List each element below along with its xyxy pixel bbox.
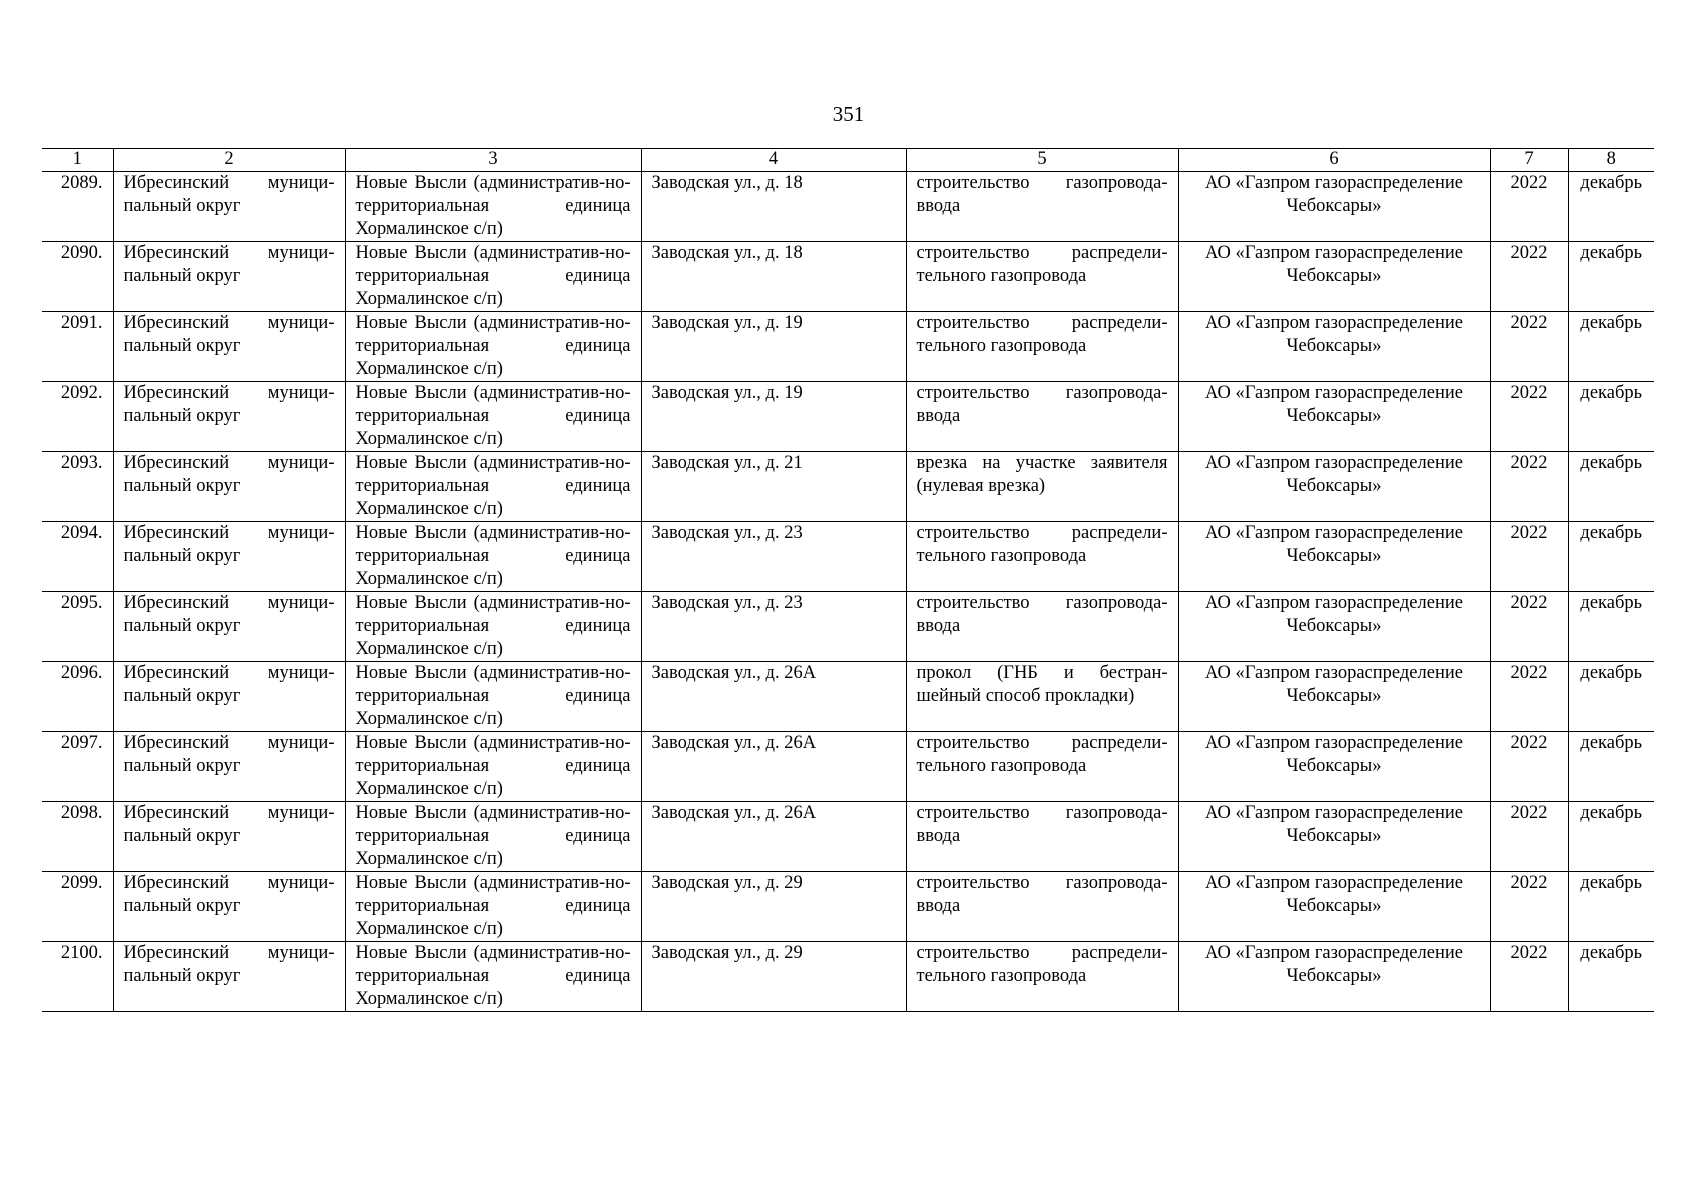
cell-number: 2099. xyxy=(42,872,113,942)
cell-district: Ибресинский муници-пальный округ xyxy=(113,592,345,662)
cell-work-type: прокол (ГНБ и бестран-шейный способ прокладки) xyxy=(906,662,1178,732)
cell-district: Ибресинский муници-пальный округ xyxy=(113,802,345,872)
cell-work-type: строительство газопровода-ввода xyxy=(906,802,1178,872)
cell-month: декабрь xyxy=(1568,732,1654,802)
cell-number: 2091. xyxy=(42,312,113,382)
cell-year: 2022 xyxy=(1490,172,1568,242)
cell-organization: АО «Газпром газораспределение Чебоксары» xyxy=(1178,802,1490,872)
cell-month: декабрь xyxy=(1568,942,1654,1012)
cell-address: Заводская ул., д. 21 xyxy=(641,452,906,522)
cell-number: 2089. xyxy=(42,172,113,242)
cell-address: Заводская ул., д. 18 xyxy=(641,172,906,242)
cell-number: 2092. xyxy=(42,382,113,452)
cell-district: Ибресинский муници-пальный округ xyxy=(113,242,345,312)
cell-work-type: строительство газопровода-ввода xyxy=(906,382,1178,452)
column-header: 7 xyxy=(1490,149,1568,172)
cell-district: Ибресинский муници-пальный округ xyxy=(113,872,345,942)
cell-settlement: Новые Высли (административ-но-территориальная единица Хормалинское с/п) xyxy=(345,942,641,1012)
cell-month: декабрь xyxy=(1568,872,1654,942)
cell-work-type: врезка на участке заявителя (нулевая врезка) xyxy=(906,452,1178,522)
cell-organization: АО «Газпром газораспределение Чебоксары» xyxy=(1178,242,1490,312)
cell-month: декабрь xyxy=(1568,172,1654,242)
cell-address: Заводская ул., д. 26А xyxy=(641,732,906,802)
cell-settlement: Новые Высли (административ-но-территориальная единица Хормалинское с/п) xyxy=(345,382,641,452)
table-row xyxy=(42,452,1654,522)
cell-address: Заводская ул., д. 23 xyxy=(641,522,906,592)
cell-district: Ибресинский муници-пальный округ xyxy=(113,312,345,382)
cell-year: 2022 xyxy=(1490,592,1568,662)
cell-district: Ибресинский муници-пальный округ xyxy=(113,172,345,242)
cell-year: 2022 xyxy=(1490,942,1568,1012)
cell-settlement: Новые Высли (административ-но-территориальная единица Хормалинское с/п) xyxy=(345,172,641,242)
table-row xyxy=(42,802,1654,872)
cell-settlement: Новые Высли (административ-но-территориальная единица Хормалинское с/п) xyxy=(345,522,641,592)
cell-year: 2022 xyxy=(1490,872,1568,942)
cell-address: Заводская ул., д. 23 xyxy=(641,592,906,662)
cell-organization: АО «Газпром газораспределение Чебоксары» xyxy=(1178,172,1490,242)
table-body xyxy=(42,172,1654,1012)
column-header: 5 xyxy=(906,149,1178,172)
cell-settlement: Новые Высли (административ-но-территориальная единица Хормалинское с/п) xyxy=(345,312,641,382)
column-header: 4 xyxy=(641,149,906,172)
cell-organization: АО «Газпром газораспределение Чебоксары» xyxy=(1178,662,1490,732)
column-header: 1 xyxy=(42,149,113,172)
cell-settlement: Новые Высли (административ-но-территориальная единица Хормалинское с/п) xyxy=(345,662,641,732)
cell-address: Заводская ул., д. 26А xyxy=(641,662,906,732)
table-row xyxy=(42,242,1654,312)
cell-settlement: Новые Высли (административ-но-территориальная единица Хормалинское с/п) xyxy=(345,452,641,522)
cell-organization: АО «Газпром газораспределение Чебоксары» xyxy=(1178,382,1490,452)
cell-settlement: Новые Высли (административ-но-территориальная единица Хормалинское с/п) xyxy=(345,732,641,802)
cell-settlement: Новые Высли (административ-но-территориальная единица Хормалинское с/п) xyxy=(345,242,641,312)
cell-number: 2097. xyxy=(42,732,113,802)
cell-month: декабрь xyxy=(1568,382,1654,452)
cell-organization: АО «Газпром газораспределение Чебоксары» xyxy=(1178,942,1490,1012)
cell-year: 2022 xyxy=(1490,802,1568,872)
cell-number: 2096. xyxy=(42,662,113,732)
cell-organization: АО «Газпром газораспределение Чебоксары» xyxy=(1178,312,1490,382)
cell-work-type: строительство газопровода-ввода xyxy=(906,592,1178,662)
table-row xyxy=(42,942,1654,1012)
cell-month: декабрь xyxy=(1568,312,1654,382)
cell-work-type: строительство распредели-тельного газопровода xyxy=(906,522,1178,592)
cell-work-type: строительство газопровода-ввода xyxy=(906,172,1178,242)
cell-district: Ибресинский муници-пальный округ xyxy=(113,452,345,522)
cell-address: Заводская ул., д. 18 xyxy=(641,242,906,312)
cell-district: Ибресинский муници-пальный округ xyxy=(113,942,345,1012)
cell-organization: АО «Газпром газораспределение Чебоксары» xyxy=(1178,592,1490,662)
cell-number: 2095. xyxy=(42,592,113,662)
cell-address: Заводская ул., д. 29 xyxy=(641,942,906,1012)
cell-address: Заводская ул., д. 19 xyxy=(641,382,906,452)
cell-organization: АО «Газпром газораспределение Чебоксары» xyxy=(1178,522,1490,592)
cell-settlement: Новые Высли (административ-но-территориальная единица Хормалинское с/п) xyxy=(345,802,641,872)
cell-number: 2094. xyxy=(42,522,113,592)
cell-work-type: строительство распредели-тельного газопровода xyxy=(906,942,1178,1012)
column-header: 3 xyxy=(345,149,641,172)
cell-year: 2022 xyxy=(1490,732,1568,802)
column-header: 6 xyxy=(1178,149,1490,172)
table-row xyxy=(42,592,1654,662)
column-header: 2 xyxy=(113,149,345,172)
cell-number: 2098. xyxy=(42,802,113,872)
cell-address: Заводская ул., д. 29 xyxy=(641,872,906,942)
table-row xyxy=(42,872,1654,942)
schedule-table xyxy=(42,148,1654,1012)
cell-month: декабрь xyxy=(1568,662,1654,732)
cell-settlement: Новые Высли (административ-но-территориальная единица Хормалинское с/п) xyxy=(345,592,641,662)
cell-year: 2022 xyxy=(1490,522,1568,592)
cell-organization: АО «Газпром газораспределение Чебоксары» xyxy=(1178,732,1490,802)
cell-district: Ибресинский муници-пальный округ xyxy=(113,382,345,452)
cell-month: декабрь xyxy=(1568,452,1654,522)
table-row xyxy=(42,522,1654,592)
cell-organization: АО «Газпром газораспределение Чебоксары» xyxy=(1178,872,1490,942)
cell-number: 2093. xyxy=(42,452,113,522)
cell-month: декабрь xyxy=(1568,522,1654,592)
page-number: 351 xyxy=(832,102,865,126)
cell-month: декабрь xyxy=(1568,592,1654,662)
cell-year: 2022 xyxy=(1490,662,1568,732)
cell-year: 2022 xyxy=(1490,242,1568,312)
table-row xyxy=(42,312,1654,382)
cell-year: 2022 xyxy=(1490,312,1568,382)
cell-district: Ибресинский муници-пальный округ xyxy=(113,732,345,802)
cell-district: Ибресинский муници-пальный округ xyxy=(113,662,345,732)
cell-address: Заводская ул., д. 26А xyxy=(641,802,906,872)
column-number-row xyxy=(42,149,1654,172)
table-row xyxy=(42,382,1654,452)
table-row xyxy=(42,732,1654,802)
cell-work-type: строительство распредели-тельного газопровода xyxy=(906,312,1178,382)
cell-month: декабрь xyxy=(1568,802,1654,872)
cell-settlement: Новые Высли (административ-но-территориальная единица Хормалинское с/п) xyxy=(345,872,641,942)
table-row xyxy=(42,172,1654,242)
cell-work-type: строительство распредели-тельного газопровода xyxy=(906,732,1178,802)
table-row xyxy=(42,662,1654,732)
cell-address: Заводская ул., д. 19 xyxy=(641,312,906,382)
cell-number: 2090. xyxy=(42,242,113,312)
cell-year: 2022 xyxy=(1490,452,1568,522)
cell-number: 2100. xyxy=(42,942,113,1012)
column-header: 8 xyxy=(1568,149,1654,172)
cell-year: 2022 xyxy=(1490,382,1568,452)
cell-organization: АО «Газпром газораспределение Чебоксары» xyxy=(1178,452,1490,522)
cell-work-type: строительство распредели-тельного газопровода xyxy=(906,242,1178,312)
cell-district: Ибресинский муници-пальный округ xyxy=(113,522,345,592)
cell-work-type: строительство газопровода-ввода xyxy=(906,872,1178,942)
cell-month: декабрь xyxy=(1568,242,1654,312)
